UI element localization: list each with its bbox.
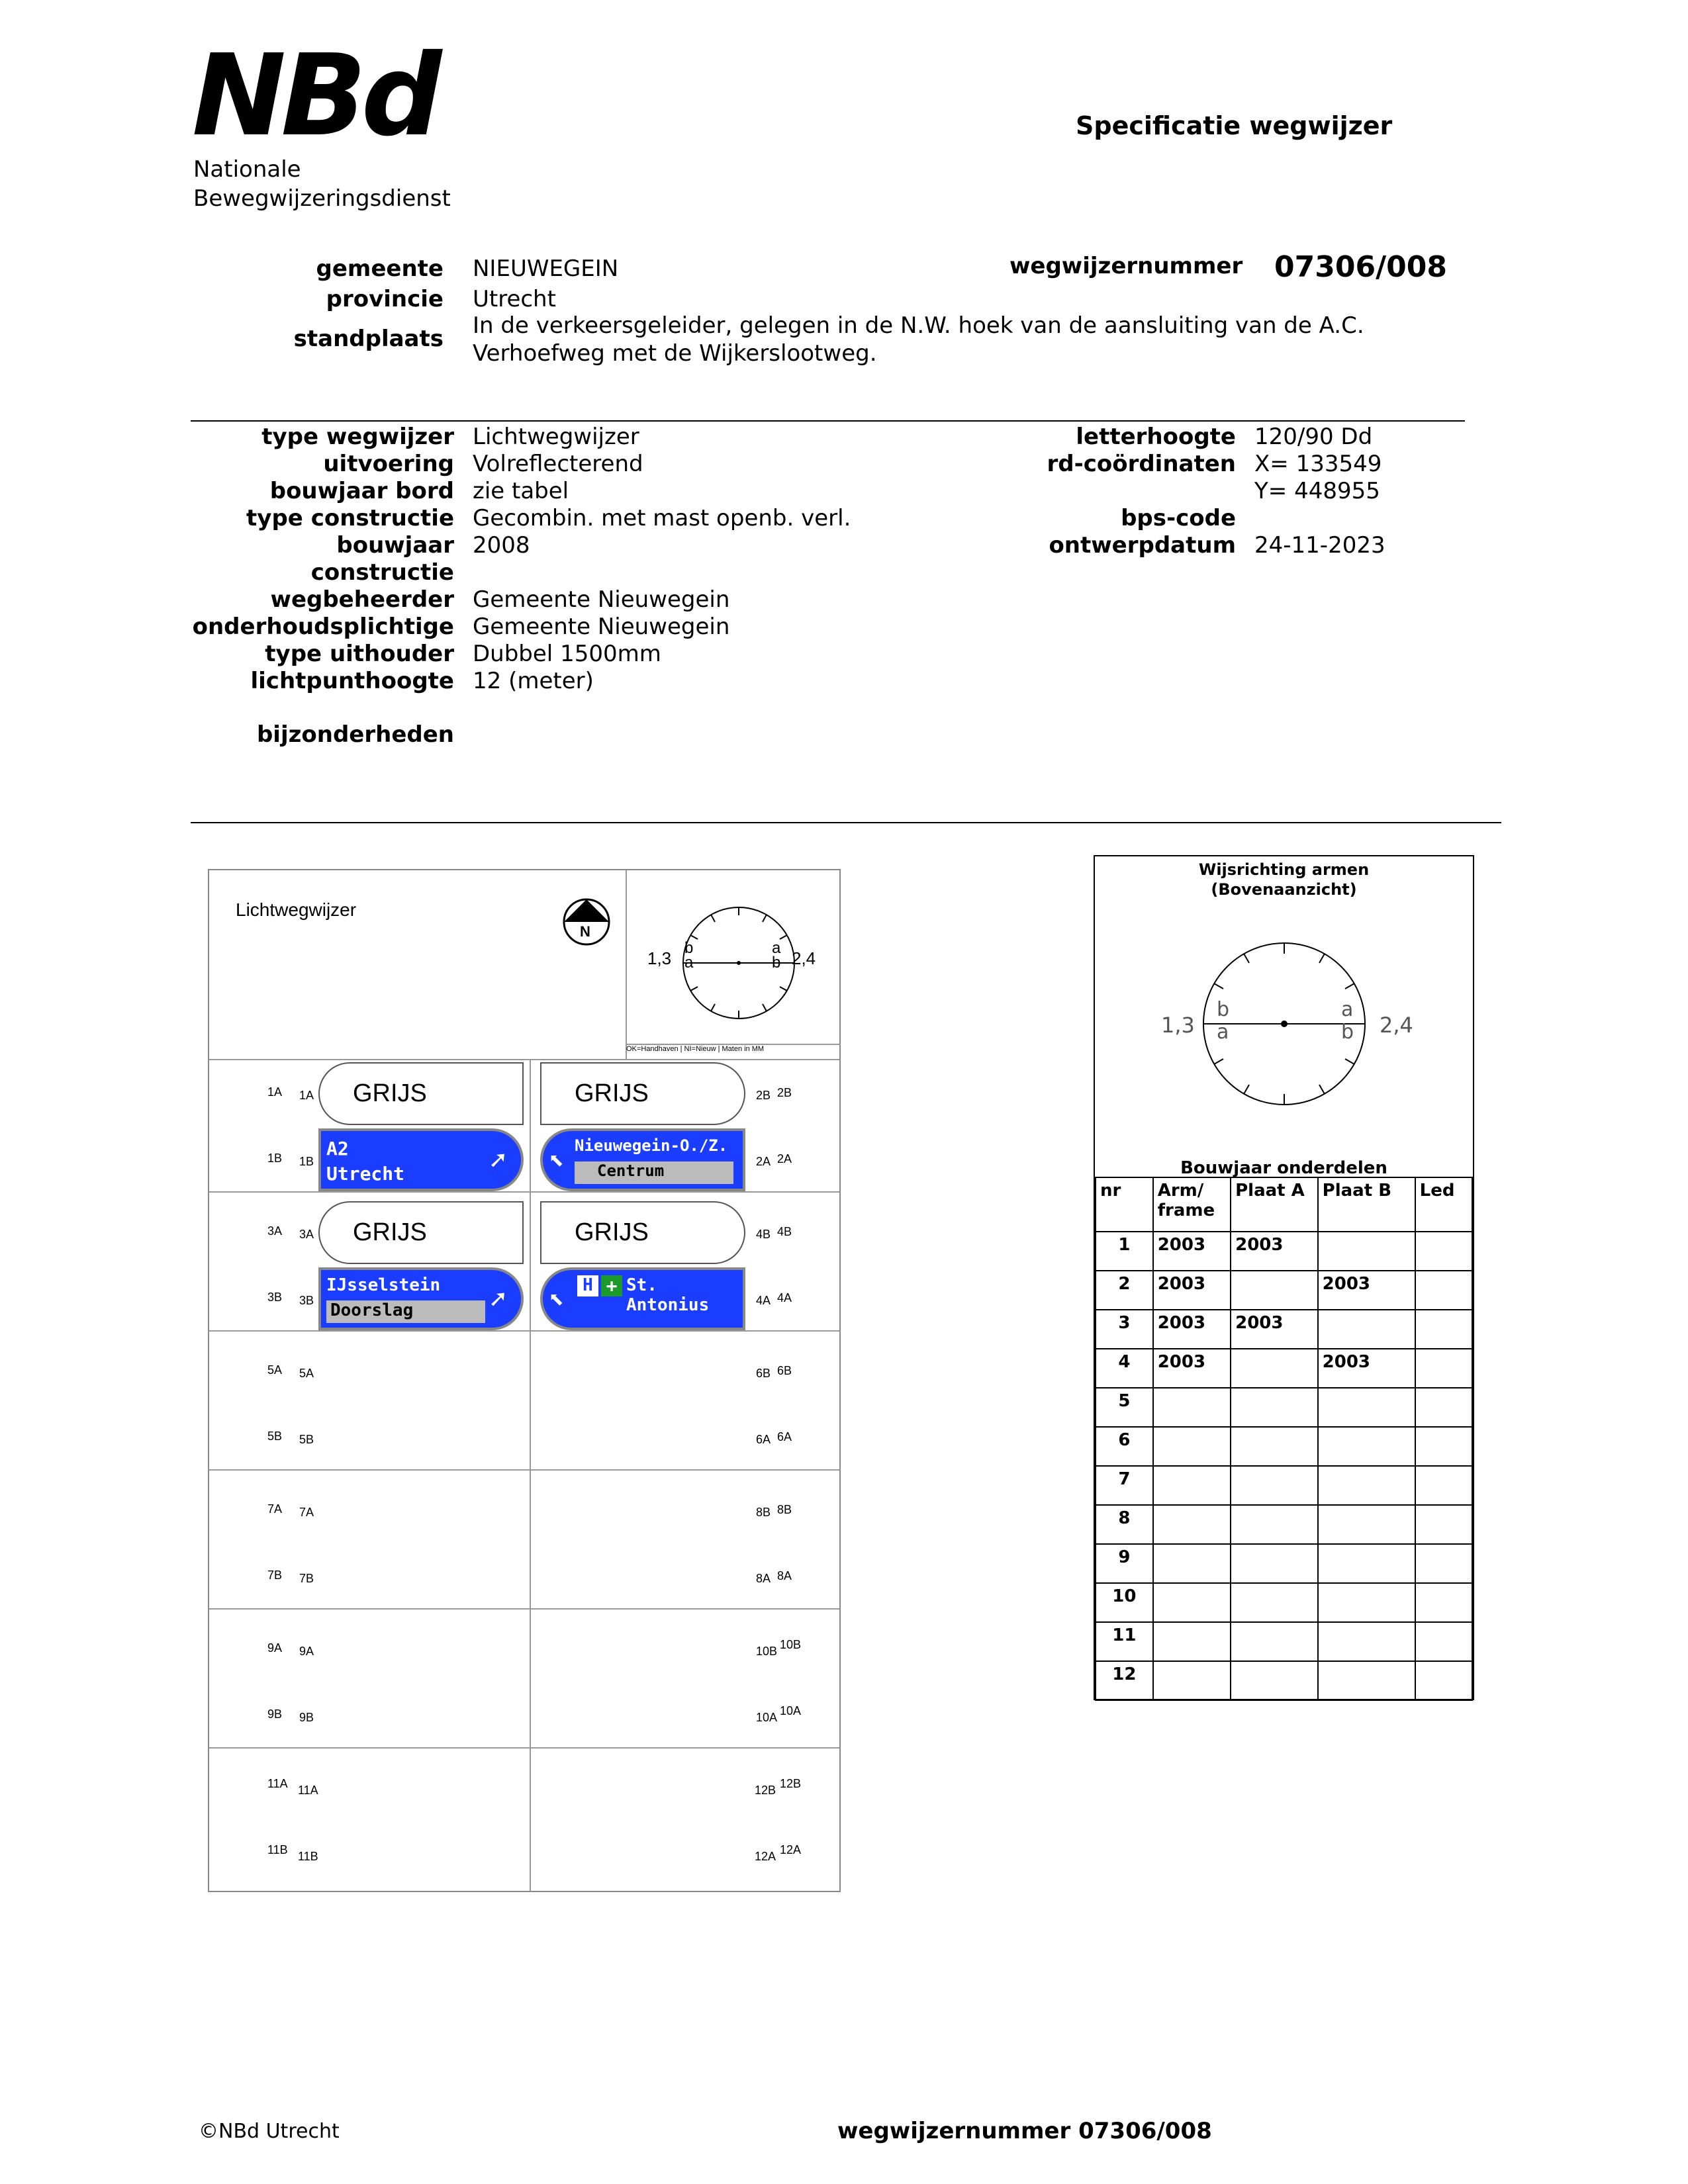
wegwijzernummer-value: 07306/008 [1274,250,1447,284]
label-10b: 10B [780,1638,802,1651]
sign-4a-text: St. Antonius [626,1275,710,1315]
provincie-label: provincie [326,286,444,312]
sign-1b [318,1128,524,1191]
cell-plaat-b [1318,1661,1415,1700]
onderhoudsplichtige-label: onderhoudsplichtige [192,614,454,640]
label-2a: 2A [777,1152,792,1165]
arms-panel [1094,855,1474,1700]
arrow-up-left-icon: ⬉ [548,1146,565,1176]
label-3b: 3B [267,1291,283,1304]
col-frame-label: frame [1157,1201,1215,1220]
cell-arm [1153,1583,1231,1622]
cell-plaat-b: 2003 [1318,1271,1415,1310]
cell-arm: 2003 [1153,1310,1231,1349]
ontwerpdatum-value: 24-11-2023 [1254,532,1385,559]
col-led: Led [1415,1177,1472,1232]
label-10a-inner: 10A [756,1711,778,1724]
table-row [1096,1388,1472,1427]
cell-plaat-b [1318,1388,1415,1427]
cell-arm [1153,1427,1231,1466]
label-5a: 5A [267,1363,283,1377]
label-12a-inner: 12A [755,1850,776,1863]
cell-led [1415,1310,1472,1349]
sign-2b-text: GRIJS [575,1079,649,1107]
sign-1a-text: GRIJS [353,1079,427,1107]
footer-nummer [837,2118,1212,2144]
org-name-line2: Bewegwijzeringsdienst [193,185,451,212]
table-row [1096,1349,1472,1388]
drawing-legend: OK=Handhaven | NI=Nieuw | Maten in MM [626,1045,765,1053]
table-row [1096,1310,1472,1349]
cell-plaat-b [1318,1232,1415,1271]
sign-2a [540,1128,745,1191]
label-11b: 11B [267,1843,288,1856]
cell-nr: 12 [1096,1661,1153,1700]
bouwjaar-table [1095,1177,1473,1701]
lichtpunthoogte-label: lichtpunthoogte [250,668,454,694]
label-7a: 7A [267,1502,283,1516]
type-uithouder-label: type uithouder [265,641,454,667]
cell-led [1415,1583,1472,1622]
uitvoering-value: Volreflecterend [473,451,643,477]
label-11a-inner: 11A [298,1784,318,1797]
label-7b-inner: 7B [299,1572,314,1585]
sign-drawing [208,869,841,1892]
sign-3b-line1: IJsselstein [326,1275,441,1295]
label-10a: 10A [780,1704,802,1717]
label-4a-inner: 4A [756,1294,771,1307]
bouwjaar-bord-label: bouwjaar bord [269,478,454,504]
label-4a: 4A [777,1291,792,1304]
cell-nr: 5 [1096,1388,1153,1427]
sign-4b-text: GRIJS [575,1218,649,1246]
cell-plaat-a [1231,1349,1318,1388]
footer-copyright: ©NBd Utrecht [199,2120,340,2143]
cell-nr: 2 [1096,1271,1153,1310]
cell-plaat-b: 2003 [1318,1349,1415,1388]
label-3b-inner: 3B [299,1294,314,1307]
cell-plaat-a [1231,1544,1318,1583]
sign-1b-line2: Utrecht [326,1163,405,1185]
cell-led [1415,1427,1472,1466]
table-header-row [1096,1177,1472,1232]
label-12b-inner: 12B [755,1784,776,1797]
cell-nr: 4 [1096,1349,1153,1388]
label-3a: 3A [267,1224,283,1238]
cell-nr: 7 [1096,1466,1153,1505]
cell-arm [1153,1505,1231,1544]
label-11a: 11A [267,1777,288,1790]
sign-3a [318,1201,524,1264]
cell-arm [1153,1661,1231,1700]
label-6b: 6B [777,1364,792,1377]
arms-b-left: b [1217,998,1230,1021]
rd-x-value: X= 133549 [1254,451,1382,477]
dial-a-right: a [772,939,781,957]
label-7b: 7B [267,1569,283,1582]
label-5b-inner: 5B [299,1433,314,1446]
table-row [1096,1544,1472,1583]
table-row [1096,1466,1472,1505]
label-9b: 9B [267,1707,283,1721]
cell-arm: 2003 [1153,1232,1231,1271]
lichtpunthoogte-value: 12 (meter) [473,668,594,694]
cell-nr: 1 [1096,1232,1153,1271]
label-1b-inner: 1B [299,1155,314,1168]
label-1b: 1B [267,1152,283,1165]
arms-title: Wijsrichting armen [1198,860,1370,879]
hospital-h-icon: H [577,1275,598,1297]
col-plaat-b: Plaat B [1318,1177,1415,1232]
label-12b: 12B [780,1777,802,1790]
label-6a-inner: 6A [756,1433,771,1446]
cell-plaat-b [1318,1466,1415,1505]
label-9a: 9A [267,1641,283,1655]
arrow-up-right-icon: ➚ [490,1285,506,1315]
label-8b: 8B [777,1503,792,1516]
type-constructie-label: type constructie [246,505,454,531]
cell-plaat-b [1318,1310,1415,1349]
cell-nr: 6 [1096,1427,1153,1466]
gemeente-value: NIEUWEGEIN [473,255,619,282]
label-5a-inner: 5A [299,1367,314,1380]
type-constructie-value: Gecombin. met mast openb. verl. [473,505,851,531]
rd-y-value: Y= 448955 [1254,478,1380,504]
cell-led [1415,1388,1472,1427]
cell-arm: 2003 [1153,1271,1231,1310]
arms-right-label: 2,4 [1380,1013,1413,1038]
col-plaat-a: Plaat A [1231,1177,1318,1232]
org-name-line1: Nationale [193,156,301,183]
col-arm-label: Arm/ [1157,1181,1204,1201]
cell-plaat-a [1231,1466,1318,1505]
cell-plaat-b [1318,1583,1415,1622]
sign-3a-text: GRIJS [353,1218,427,1246]
cell-led [1415,1505,1472,1544]
cell-arm [1153,1388,1231,1427]
standplaats-label: standplaats [293,326,444,352]
label-2b-inner: 2B [756,1089,771,1102]
sign-3b [318,1267,524,1330]
cell-arm [1153,1622,1231,1661]
standplaats-line2: Verhoefweg met de Wijkerslootweg. [473,340,877,367]
table-row [1096,1505,1472,1544]
ontwerpdatum-label: ontwerpdatum [1049,532,1236,559]
cell-led [1415,1544,1472,1583]
label-2b: 2B [777,1086,792,1099]
sign-1b-line1: A2 [326,1138,349,1160]
arrow-up-left-icon: ⬉ [548,1285,565,1315]
cell-arm [1153,1544,1231,1583]
rd-coordinaten-label: rd-coördinaten [1047,451,1236,477]
col-nr: nr [1096,1177,1153,1232]
bouwjaar-constructie-label-2: constructie [310,559,454,586]
bijzonderheden-label: bijzonderheden [256,721,454,748]
arrow-up-right-icon: ➚ [490,1146,506,1176]
bouwjaar-bord-value: zie tabel [473,478,569,504]
type-uithouder-value: Dubbel 1500mm [473,641,661,667]
cell-plaat-b [1318,1544,1415,1583]
label-5b: 5B [267,1430,283,1443]
cell-plaat-a [1231,1505,1318,1544]
cell-plaat-b [1318,1505,1415,1544]
arms-b-right: b [1341,1021,1354,1044]
north-arrow-icon [560,895,613,948]
cell-plaat-a [1231,1583,1318,1622]
type-wegwijzer-value: Lichtwegwijzer [473,424,639,450]
nbd-logo: NBd [192,30,437,161]
arms-a-right: a [1341,998,1354,1021]
bouwjaar-constructie-value: 2008 [473,532,530,559]
cell-nr: 11 [1096,1622,1153,1661]
sign-4b [540,1201,745,1264]
table-row [1096,1661,1472,1700]
gemeente-label: gemeente [316,255,444,282]
label-1a: 1A [267,1085,283,1099]
cell-arm: 2003 [1153,1349,1231,1388]
cell-plaat-b [1318,1622,1415,1661]
bouwjaar-table-title: Bouwjaar onderdelen [1180,1158,1387,1178]
hospital-cross-icon: + [601,1275,622,1297]
label-2a-inner: 2A [756,1155,771,1168]
label-9b-inner: 9B [299,1711,314,1724]
label-8b-inner: 8B [756,1506,771,1519]
label-4b-inner: 4B [756,1228,771,1241]
label-10b-inner: 10B [756,1645,778,1658]
wegwijzernummer-label: wegwijzernummer [1009,253,1243,279]
divider-bottom [191,822,1501,823]
standplaats-line1: In de verkeersgeleider, gelegen in de N.W. hoek van de aansluiting van de A.C. [473,312,1364,339]
label-3a-inner: 3A [299,1228,314,1241]
dial-b-left: b [684,939,694,957]
cell-nr: 10 [1096,1583,1153,1622]
sign-4a [540,1267,745,1330]
label-8a-inner: 8A [756,1572,771,1585]
dial-b-right: b [772,954,781,972]
table-row [1096,1622,1472,1661]
onderhoudsplichtige-value: Gemeente Nieuwegein [473,614,730,640]
arms-left-label: 1,3 [1161,1013,1195,1038]
cell-plaat-a [1231,1622,1318,1661]
table-row [1096,1271,1472,1310]
table-row [1096,1232,1472,1271]
label-9a-inner: 9A [299,1645,314,1658]
cell-led [1415,1622,1472,1661]
label-11b-inner: 11B [298,1850,318,1863]
cell-nr: 3 [1096,1310,1153,1349]
cell-plaat-a [1231,1427,1318,1466]
divider-top [191,420,1465,422]
letterhoogte-label: letterhoogte [1076,424,1236,450]
dial-a-left: a [684,954,694,972]
footer-nummer-label: wegwijzernummer [837,2118,1071,2144]
sign-2a-line2: Centrum [575,1161,733,1184]
north-label: N [580,923,590,940]
table-row [1096,1427,1472,1466]
wegbeheerder-value: Gemeente Nieuwegein [473,586,730,613]
wegbeheerder-label: wegbeheerder [270,586,454,613]
label-7a-inner: 7A [299,1506,314,1519]
bps-code-label: bps-code [1121,505,1236,531]
uitvoering-label: uitvoering [323,451,454,477]
cell-plaat-a: 2003 [1231,1310,1318,1349]
cell-led [1415,1661,1472,1700]
arms-subtitle: (Bovenaanzicht) [1211,880,1357,899]
label-4b: 4B [777,1225,792,1238]
bouwjaar-constructie-label-1: bouwjaar [336,532,454,559]
cell-plaat-a: 2003 [1231,1232,1318,1271]
type-wegwijzer-label: type wegwijzer [261,424,454,450]
label-6a: 6A [777,1430,792,1443]
cell-plaat-b [1318,1427,1415,1466]
drawing-title: Lichtwegwijzer [236,899,357,920]
cell-nr: 9 [1096,1544,1153,1583]
footer-nummer-value: 07306/008 [1078,2118,1212,2144]
dial-left-label: 1,3 [647,948,672,968]
sign-1a [318,1062,524,1125]
dial-right-label: 2,4 [792,948,816,968]
table-row [1096,1583,1472,1622]
cell-plaat-a [1231,1661,1318,1700]
cell-led [1415,1232,1472,1271]
label-1a-inner: 1A [299,1089,314,1102]
document-title: Specificatie wegwijzer [1076,111,1393,140]
cell-led [1415,1349,1472,1388]
label-12a: 12A [780,1843,802,1856]
provincie-value: Utrecht [473,286,556,312]
cell-plaat-a [1231,1388,1318,1427]
cell-led [1415,1271,1472,1310]
sign-3b-line2: Doorslag [326,1300,485,1323]
cell-led [1415,1466,1472,1505]
label-6b-inner: 6B [756,1367,771,1380]
letterhoogte-value: 120/90 Dd [1254,424,1373,450]
cell-arm [1153,1466,1231,1505]
col-arm-frame [1153,1177,1231,1232]
cell-plaat-a [1231,1271,1318,1310]
sign-2b [540,1062,745,1125]
arms-a-left: a [1217,1021,1229,1044]
label-8a: 8A [777,1569,792,1582]
sign-2a-line1: Nieuwegein-O./Z. [575,1136,728,1155]
cell-nr: 8 [1096,1505,1153,1544]
